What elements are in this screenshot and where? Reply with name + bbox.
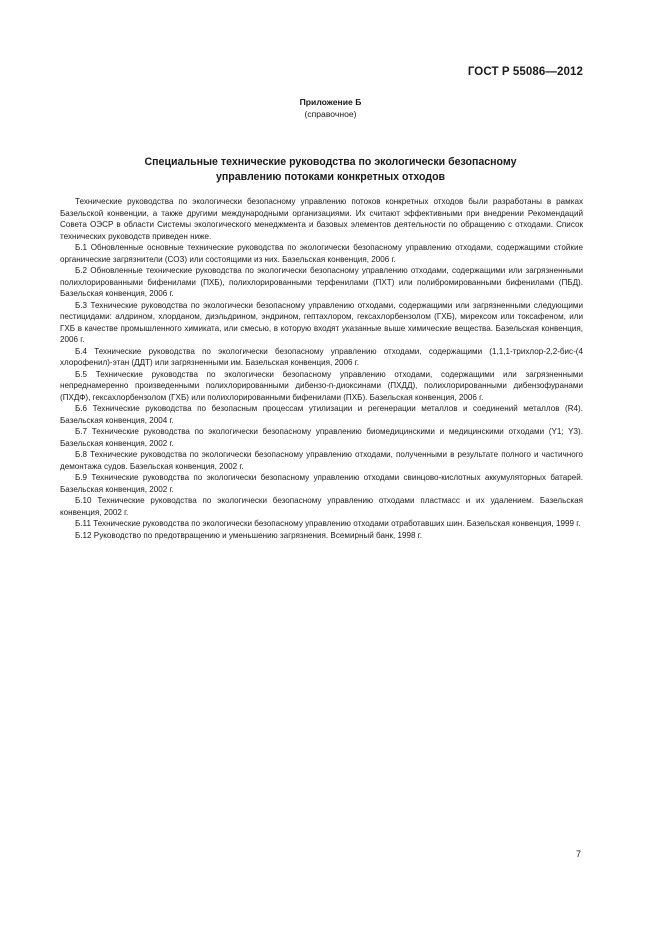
document-title (0, 155, 661, 185)
item-b5: Б.5 Технические руководства по экологически безопасному управлению отходами, содержащими или загрязненными непреднамеренно произведенными полихлорированными дибензо-п-диоксинами (ПХДД), полихлорированными дибензофуранами (ПХДФ), гексахлорбензолом (ГХБ) или полихлорированными бифенилами (ПХБ). Базельская конвенция, 2006 г. (60, 369, 583, 402)
item-b2: Б.2 Обновленные технические руководства по экологически безопасному управлению отходами, содержащими или загрязненными полихлорированными бифенилами (ПХБ), полихлорированными терфенилами (ПХТ) или полибромированными бифенилами (ПБД). Базельская конвенция, 2006 г. (60, 266, 583, 298)
document-body (60, 196, 583, 541)
item-b3: Б.3 Технические руководства по экологически безопасному управлению отходами, содержащими или загрязненными следующими пестицидами: алдрином, хлорданом, диэльдрином, эндрином, гептахлором, гексахлорбензолом (ГХБ), мирексом или токсафеном, или ГХБ в качестве промышленного химиката, или смесью, в которую входят указанные выше химические вещества. Базельская конвенция, 2006 г. (60, 300, 583, 344)
annex-subtitle: (справочное) (304, 109, 357, 119)
item-b12: Б.12 Руководство по предотвращению и уменьшению загрязнения. Всемирный банк, 1998 г. (75, 530, 422, 540)
annex-heading (0, 96, 661, 120)
item-b8: Б.8 Технические руководства по экологически безопасному управлению отходами, полученными в результате полного и частичного демонтажа судов. Базельская конвенция, 2002 г. (60, 450, 583, 471)
standard-code: ГОСТ Р 55086—2012 (467, 66, 583, 78)
intro-paragraph: Технические руководства по экологически безопасному управлению потоков конкретных отходов были разработаны в рамках Базельской конвенции, а также другими международными организациями. Их считают эффективными при внедрении Рекомендаций Совета ОЭСР в области Системы экологического менеджмента и базовых элементов деятельности по обращению с отходами. Список технических руководств приведен ниже. (60, 197, 583, 241)
item-b10: Б.10 Технические руководства по экологически безопасному управлению отходами пластмасс и их удалением. Базельская конвенция, 2002 г. (60, 496, 583, 517)
item-b4: Б.4 Технические руководства по экологически безопасному управлению отходами, содержащими (1,1,1-трихлор-2,2-бис-(4 хлорофенил)-этан (ДДТ) или загрязненными им. Базельская конвенция, 2006 г. (60, 346, 583, 367)
document-title-line-1: Специальные технические руководства по экологически безопасному (144, 156, 517, 168)
annex-title: Приложение Б (299, 97, 362, 107)
item-b6: Б.6 Технические руководства по безопасным процессам утилизации и регенерации металлов и соединений металлов (R4). Базельская конвенция, 2004 г. (60, 404, 583, 425)
item-b1: Б.1 Обновленные основные технические руководства по экологически безопасному управлению отходами, содержащими стойкие органические загрязнители (СОЗ) или состоящими из них. Базельская конвенция, 2006 г. (60, 243, 583, 264)
item-b7: Б.7 Технические руководства по экологически безопасному управлению биомедицинскими и медицинскими отходами (Y1; Y3). Базельская конвенция, 2002 г. (60, 427, 583, 448)
document-title-line-2: управлению потоками конкретных отходов (215, 171, 446, 183)
item-b11: Б.11 Технические руководства по экологически безопасному управлению отходами отработавших шин. Базельская конвенция, 1999 г. (75, 519, 581, 528)
item-b9: Б.9 Технические руководства по экологически безопасному управлению отходами свинцово-кислотных аккумуляторных батарей. Базельская конвенция, 2002 г. (60, 473, 583, 494)
page-number: 7 (575, 849, 581, 859)
